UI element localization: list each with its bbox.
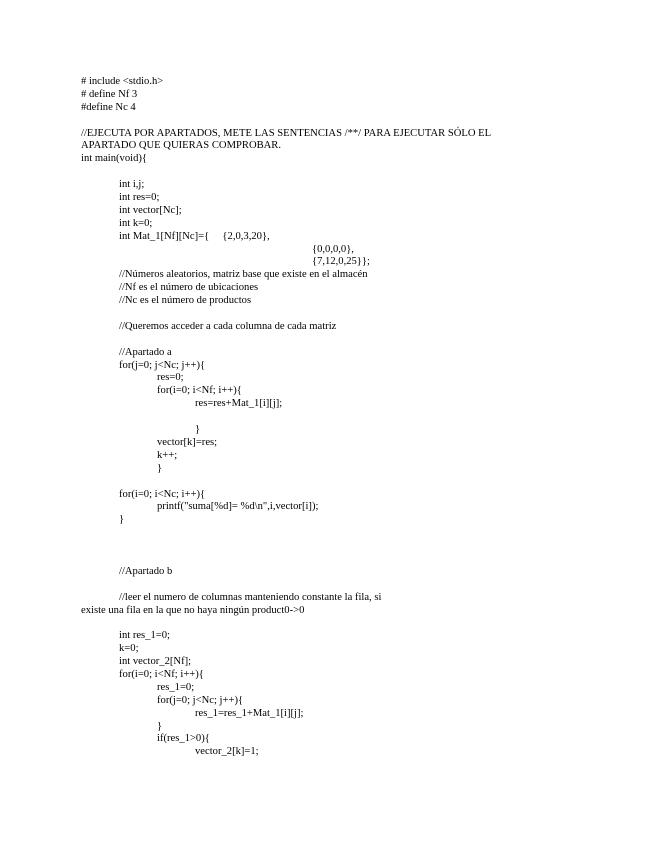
code-line: } [119,514,125,526]
code-line-define-nf: # define Nf 3 [81,88,138,100]
blank-line [81,166,581,179]
blank-line [81,553,581,566]
code-line: int res_1=0; [119,630,170,642]
code-line: for(i=0; i<Nf; i++){ [157,385,242,397]
code-comment: //Nf es el número de ubicaciones [119,282,259,294]
code-line-include: # include <stdio.h> [81,76,164,87]
blank-line [81,527,581,540]
code-comment-instructions: //EJECUTA POR APARTADOS, METE LAS SENTENCIAS /**/ PARA EJECUTAR SÓLO EL [81,127,492,139]
code-comment: //Números aleatorios, matriz base que existe en el almacén [119,269,368,281]
code-comment-instructions-cont: APARTADO QUE QUIERAS COMPROBAR. [81,140,282,152]
code-line: k++; [157,449,178,461]
blank-line [81,334,581,347]
blank-line [81,308,581,321]
code-comment-apartado-b: //Apartado b [119,565,173,577]
code-comment: //Nc es el número de productos [119,295,252,307]
code-line: vector[k]=res; [157,436,218,448]
code-line: res_1=0; [157,681,195,693]
code-line: } [157,462,163,474]
code-line: int vector_2[Nf]; [119,656,192,668]
blank-line [81,115,581,128]
code-line-matrix-row: {7,12,0,25}}; [312,256,370,268]
code-comment-cont: existe una fila en la que no haya ningún product0->0 [81,604,305,616]
code-line-printf: printf("suma[%d]= %d\n",i,vector[i]); [157,501,319,513]
code-line: for(j=0; j<Nc; j++){ [157,694,244,706]
code-line-matrix-decl: int Mat_1[Nf][Nc]={ {2,0,3,20}, [119,230,270,242]
code-line-matrix-row: {0,0,0,0}, [312,243,354,255]
code-comment: //leer el numero de columnas manteniendo constante la fila, si [119,591,382,603]
code-line: res=0; [157,372,184,384]
blank-line [81,579,581,592]
blank-line [81,617,581,630]
code-line: for(j=0; j<Nc; j++){ [119,359,206,371]
code-line: vector_2[k]=1; [195,746,259,758]
code-line: int res=0; [119,192,160,204]
code-line: if(res_1>0){ [157,733,210,745]
code-line: for(i=0; i<Nc; i++){ [119,488,206,500]
code-line-define-nc: #define Nc 4 [81,101,136,113]
code-line: } [157,720,163,732]
code-line: int vector[Nc]; [119,204,182,216]
blank-line [81,476,581,489]
code-line: int i,j; [119,179,145,191]
code-line: int k=0; [119,217,153,229]
code-comment-apartado-a: //Apartado a [119,346,172,358]
code-line: } [195,424,201,436]
code-comment: //Queremos acceder a cada columna de cada matriz [119,320,337,332]
blank-line [81,411,581,424]
code-line: for(i=0; i<Nf; i++){ [119,668,204,680]
code-line: res_1=res_1+Mat_1[i][j]; [195,707,304,719]
code-listing [81,76,581,759]
code-line-main: int main(void){ [81,153,147,165]
code-line: res=res+Mat_1[i][j]; [195,398,283,410]
blank-line [81,540,581,553]
code-line: k=0; [119,643,139,655]
